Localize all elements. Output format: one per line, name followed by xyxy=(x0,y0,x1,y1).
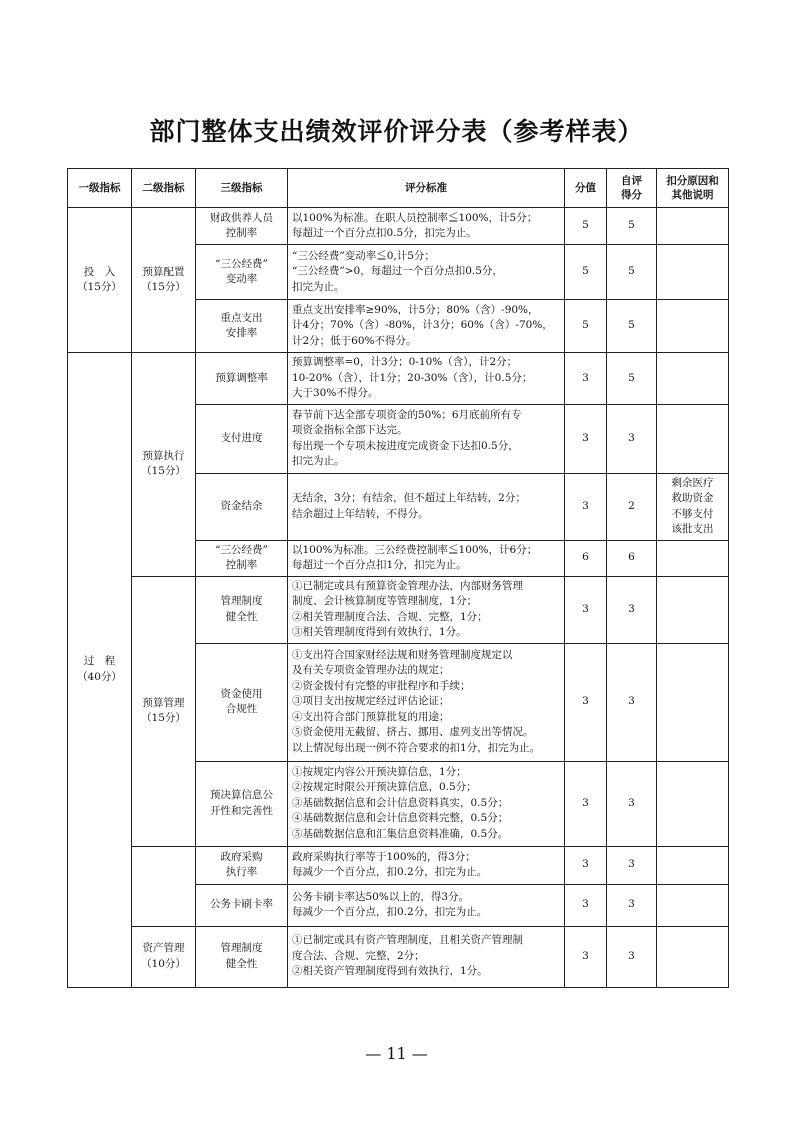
level3-cell: 政府采购 执行率 xyxy=(196,846,288,884)
self-score-cell: 3 xyxy=(607,846,657,884)
score-cell: 3 xyxy=(565,846,607,884)
level3-cell: 财政供养人员 控制率 xyxy=(196,208,288,245)
self-score-cell: 3 xyxy=(607,643,657,761)
self-score-cell: 5 xyxy=(607,245,657,300)
header-level3: 三级指标 xyxy=(196,169,288,208)
table-row xyxy=(68,576,729,643)
level3-cell: 管理制度 健全性 xyxy=(196,576,288,643)
criteria-cell: “三公经费”变动率≦0,计5分； “三公经费”>0，每超过一个百分点扣0.5分， 扣完为止。 xyxy=(288,245,565,300)
level3-cell: 管理制度 健全性 xyxy=(196,926,288,987)
remark-cell xyxy=(657,404,729,473)
table-row xyxy=(68,846,729,884)
header-score: 分值 xyxy=(565,169,607,208)
level2-cell-budget-mgmt: 预算管理 （15分） xyxy=(132,576,196,846)
score-cell: 3 xyxy=(565,576,607,643)
criteria-cell: ①已制定或具有预算资金管理办法，内部财务管理 制度、会计核算制度等管理制度，1分； ②相关管理制度合法、合规、完整，1分； ③相关管理制度得到有效执行，1分。 xyxy=(288,576,565,643)
level3-cell: 预决算信息公 开性和完善性 xyxy=(196,761,288,846)
score-cell: 3 xyxy=(565,761,607,846)
remark-cell xyxy=(657,208,729,245)
level3-cell: 公务卡刷卡率 xyxy=(196,884,288,926)
criteria-cell: 政府采购执行率等于100%的，得3分； 每减少一个百分点，扣0.2分，扣完为止。 xyxy=(288,846,565,884)
criteria-cell: 春节前下达全部专项资金的50%；6月底前所有专 项资金指标全部下达完。 每出现一个专项未按进度完成资金下达扣0.5分， 扣完为止。 xyxy=(288,404,565,473)
self-score-cell: 5 xyxy=(607,208,657,245)
table-row xyxy=(68,208,729,245)
self-score-cell: 5 xyxy=(607,353,657,405)
score-cell: 3 xyxy=(565,473,607,540)
remark-cell xyxy=(657,300,729,353)
score-cell: 3 xyxy=(565,884,607,926)
scoring-table xyxy=(67,168,729,988)
score-cell: 3 xyxy=(565,353,607,405)
score-cell: 3 xyxy=(565,643,607,761)
criteria-cell: 预算调整率=0，计3分；0-10%（含），计2分； 10-20%（含），计1分；20-30%（含），计0.5分； 大于30%不得分。 xyxy=(288,353,565,405)
level3-cell: 资金使用 合规性 xyxy=(196,643,288,761)
score-cell: 6 xyxy=(565,540,607,576)
self-score-cell: 3 xyxy=(607,884,657,926)
level2-cell-budget-exec: 预算执行 （15分） xyxy=(132,353,196,577)
remark-cell xyxy=(657,846,729,884)
level3-cell: 预算调整率 xyxy=(196,353,288,405)
remark-cell xyxy=(657,926,729,987)
criteria-cell: 公务卡刷卡率达50%以上的，得3分。 每减少一个百分点，扣0.2分，扣完为止。 xyxy=(288,884,565,926)
self-score-cell: 3 xyxy=(607,926,657,987)
score-cell: 3 xyxy=(565,404,607,473)
level3-cell: 资金结余 xyxy=(196,473,288,540)
criteria-cell: ①支出符合国家财经法规和财务管理制度规定以 及有关专项资金管理办法的规定； ②资金拨付有完整的审批程序和手续； ③项目支出按规定经过评估论证； ④支出符合部门预算批复的用途； ⑤资金使用无截留、挤占、挪用、虚列支出等情况。 以上情况每出现一例不符合要求的扣1分，扣完为止。 xyxy=(288,643,565,761)
criteria-cell: 以100%为标准。在职人员控制率≦100%，计5分； 每超过一个百分点扣0.5分，扣完为止。 xyxy=(288,208,565,245)
score-cell: 5 xyxy=(565,208,607,245)
level1-cell-input: 投 入 （15分） xyxy=(68,208,132,353)
self-score-cell: 3 xyxy=(607,576,657,643)
level1-cell-process: 过 程 （40分） xyxy=(68,353,132,988)
remark-cell xyxy=(657,643,729,761)
header-criteria: 评分标准 xyxy=(288,169,565,208)
table-row xyxy=(68,353,729,405)
level3-cell: “三公经费” 控制率 xyxy=(196,540,288,576)
level2-cell-budget-config: 预算配置 （15分） xyxy=(132,208,196,353)
criteria-cell: 无结余，3分；有结余，但不超过上年结转，2分； 结余超过上年结转，不得分。 xyxy=(288,473,565,540)
header-self-score: 自评 得分 xyxy=(607,169,657,208)
criteria-cell: ①按规定内容公开预决算信息，1分； ②按规定时限公开预决算信息，0.5分； ③基础数据信息和会计信息资料真实，0.5分； ④基础数据信息和会计信息资料完整，0.5分； ⑤基础数据信息和汇集信息资料准确，0.5分。 xyxy=(288,761,565,846)
self-score-cell: 3 xyxy=(607,404,657,473)
remark-cell xyxy=(657,761,729,846)
page-number: — 11 — xyxy=(365,1044,428,1063)
level3-cell: 重点支出 安排率 xyxy=(196,300,288,353)
remark-cell xyxy=(657,245,729,300)
self-score-cell: 5 xyxy=(607,300,657,353)
level3-cell: 支付进度 xyxy=(196,404,288,473)
remark-cell xyxy=(657,576,729,643)
header-level2: 二级指标 xyxy=(132,169,196,208)
score-cell: 5 xyxy=(565,300,607,353)
criteria-cell: 重点支出安排率≥90%，计5分；80%（含）-90%， 计4分；70%（含）-80%，计3分；60%（含）-70%， 计2分；低于60%不得分。 xyxy=(288,300,565,353)
criteria-cell: 以100%为标准。三公经费控制率≦100%，计6分； 每超过一个百分点扣1分，扣完为止。 xyxy=(288,540,565,576)
remark-cell: 剩余医疗 救助资金 不够支付 该批支出 xyxy=(657,473,729,540)
score-cell: 3 xyxy=(565,926,607,987)
header-level1: 一级指标 xyxy=(68,169,132,208)
level2-cell-asset-mgmt: 资产管理 （10分） xyxy=(132,926,196,987)
page-title: 部门整体支出绩效评价评分表（参考样表） xyxy=(149,117,644,146)
level3-cell: “三公经费” 变动率 xyxy=(196,245,288,300)
table-row xyxy=(68,926,729,987)
remark-cell xyxy=(657,884,729,926)
header-row xyxy=(68,169,729,208)
remark-cell xyxy=(657,540,729,576)
self-score-cell: 3 xyxy=(607,761,657,846)
level2-cell-empty xyxy=(132,846,196,926)
score-cell: 5 xyxy=(565,245,607,300)
header-remark: 扣分原因和 其他说明 xyxy=(657,169,729,208)
criteria-cell: ①已制定或具有资产管理制度，且相关资产管理制 度合法、合规、完整，2分； ②相关资产管理制度得到有效执行，1分。 xyxy=(288,926,565,987)
self-score-cell: 6 xyxy=(607,540,657,576)
self-score-cell: 2 xyxy=(607,473,657,540)
remark-cell xyxy=(657,353,729,405)
